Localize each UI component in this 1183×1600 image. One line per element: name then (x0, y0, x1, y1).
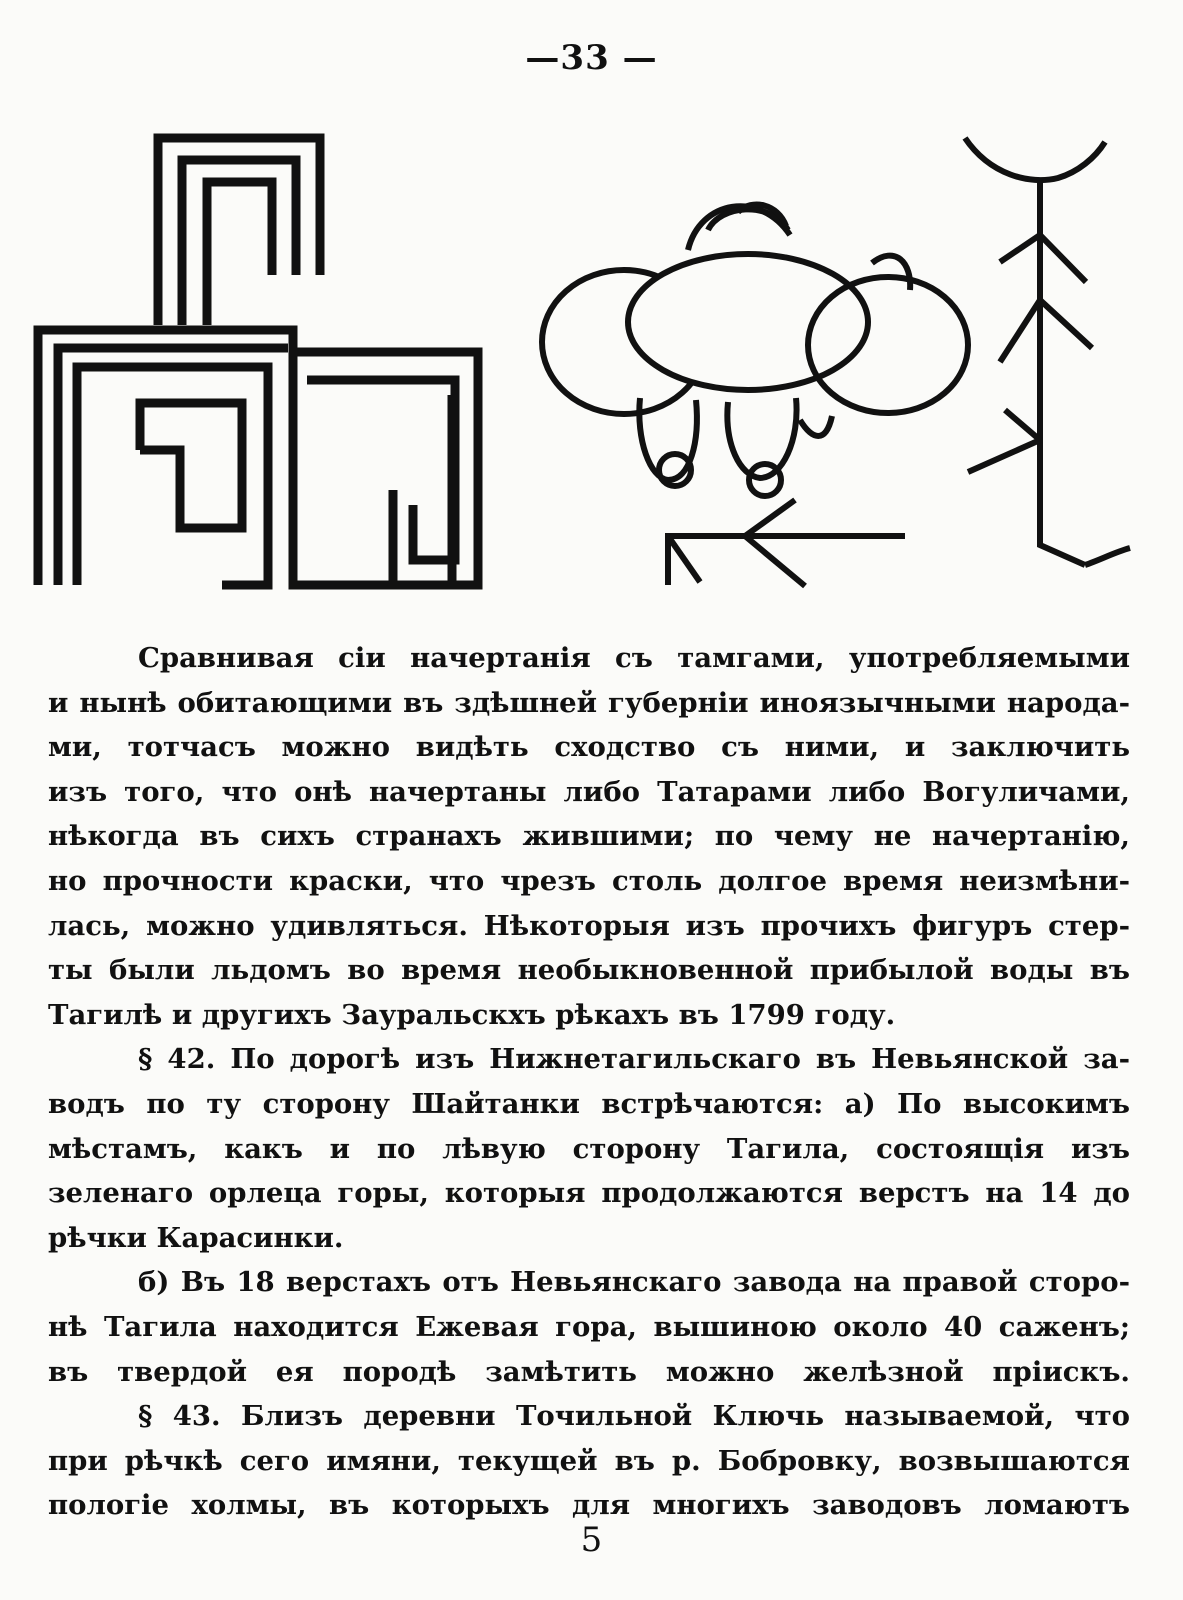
body-line: изъ того, что онѣ начертаны либо Татарами либо Вогуличами, (48, 775, 1130, 808)
section-43-line: § 43. Близъ деревни Точильной Ключь называемой, что (138, 1400, 1130, 1433)
arrow-figure (668, 500, 905, 586)
signature-mark: 5 (580, 1520, 603, 1560)
body-line: Сравнивая сіи начертанія съ тамгами, употребляемыми (138, 642, 1130, 674)
body-line: ми, тотчасъ можно видѣть сходство съ ними, и заключить (48, 731, 1130, 764)
body-text (48, 636, 1130, 1528)
body-line: въ твердой ея породѣ замѣтить можно желѣзной пріискъ. (48, 1355, 1130, 1388)
body-line: рѣчки Карасинки. (48, 1221, 344, 1254)
body-line: нѣ Тагила находится Ежевая гора, вышиною около 40 саженъ; (48, 1310, 1130, 1343)
body-line: пологіе холмы, въ которыхъ для многихъ заводовъ ломаютъ (48, 1489, 1130, 1522)
body-line: б) Въ 18 верстахъ отъ Невьянскаго завода на правой сторо- (138, 1266, 1130, 1299)
meander-figure (38, 138, 478, 585)
page-number: —33 — (525, 38, 658, 78)
tamga-figures (0, 0, 1183, 620)
body-line: при рѣчкѣ сего имяни, текущей въ р. Бобровку, возвышаются (48, 1444, 1130, 1477)
body-line: Тагилѣ и другихъ Зауральскхъ рѣкахъ въ 1799 году. (48, 998, 896, 1031)
body-line: но прочности краски, что чрезъ столь долгое время неизмѣни- (48, 864, 1130, 897)
body-line: зеленаго орлеца горы, которыя продолжаются верстъ на 14 до (48, 1177, 1130, 1210)
body-line: нѣкогда въ сихъ странахъ жившими; по чему не начертанію, (48, 820, 1130, 853)
cloud-figure (542, 204, 968, 496)
body-line: ты были льдомъ во время необыкновенной прибылой воды въ (48, 954, 1130, 987)
body-line: лась, можно удивляться. Нѣкоторыя изъ прочихъ фигуръ стер- (48, 909, 1130, 942)
body-line: мѣстамъ, какъ и по лѣвую сторону Тагила, состоящія изъ (48, 1132, 1130, 1165)
body-line: водъ по ту сторону Шайтанки встрѣчаются: а) По высокимъ (48, 1087, 1130, 1120)
section-42-line: § 42. По дорогѣ изъ Нижнетагильскаго въ Невьянской за- (138, 1043, 1130, 1076)
branch-figure (965, 138, 1130, 565)
body-line: и нынѣ обитающими въ здѣшней губерніи иноязычными народа- (48, 686, 1130, 719)
